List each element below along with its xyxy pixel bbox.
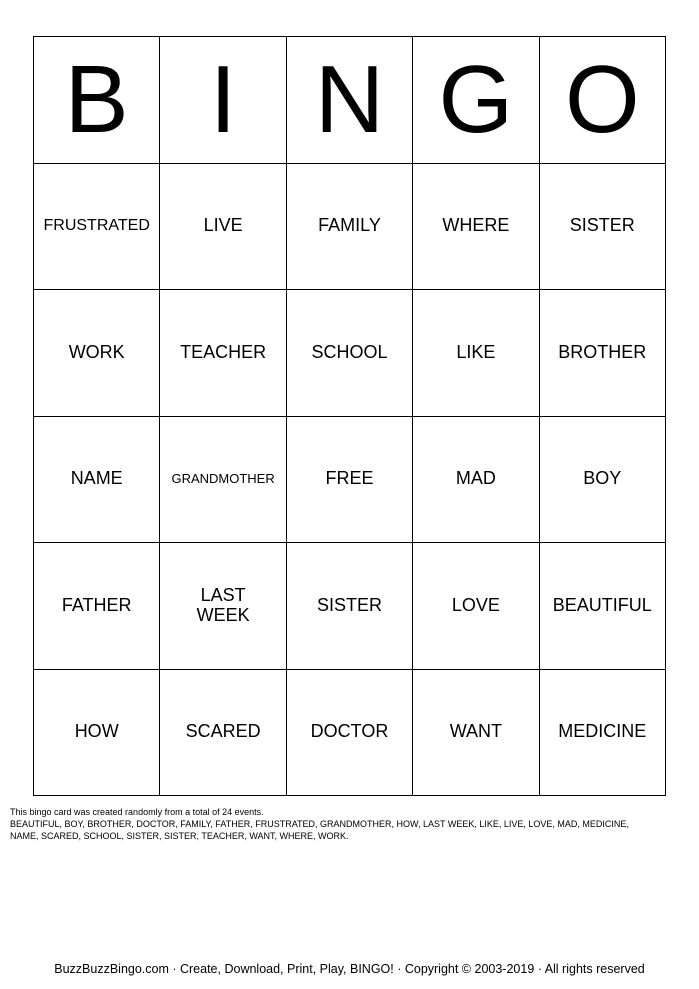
events-list-line: NAME, SCARED, SCHOOL, SISTER, SISTER, TEACHER, WANT, WHERE, WORK. bbox=[10, 831, 349, 841]
bingo-cell: HOW bbox=[34, 670, 160, 797]
bingo-cell: LIKE bbox=[413, 290, 539, 417]
bingo-cell: WORK bbox=[34, 290, 160, 417]
bingo-cell: LIVE bbox=[160, 164, 286, 291]
bingo-cell: SISTER bbox=[540, 164, 666, 291]
card-info bbox=[10, 806, 690, 842]
bingo-cell bbox=[160, 543, 286, 670]
bingo-cell: FAMILY bbox=[287, 164, 413, 291]
bingo-cell: MAD bbox=[413, 417, 539, 544]
header-letter-b: B bbox=[34, 37, 160, 164]
card-summary: This bingo card was created randomly from a total of 24 events. bbox=[10, 807, 264, 817]
bingo-cell: DOCTOR bbox=[287, 670, 413, 797]
bingo-cell-text-wrapped: LAST WEEK bbox=[196, 584, 250, 625]
bingo-cell: WANT bbox=[413, 670, 539, 797]
bingo-cell: NAME bbox=[34, 417, 160, 544]
bingo-cell: SCARED bbox=[160, 670, 286, 797]
bingo-cell: FRUSTRATED bbox=[34, 164, 160, 291]
header-letter-o: O bbox=[540, 37, 666, 164]
bingo-cell: SISTER bbox=[287, 543, 413, 670]
bingo-cell: BOY bbox=[540, 417, 666, 544]
header-letter-g: G bbox=[413, 37, 539, 164]
bingo-cell: BROTHER bbox=[540, 290, 666, 417]
bingo-cell: FREE bbox=[287, 417, 413, 544]
bingo-cell: GRANDMOTHER bbox=[160, 417, 286, 544]
bingo-cell: MEDICINE bbox=[540, 670, 666, 797]
page-footer: BuzzBuzzBingo.com · Create, Download, Print, Play, BINGO! · Copyright © 2003-2019 · All rights reserved bbox=[54, 962, 645, 976]
header-letter-i: I bbox=[160, 37, 286, 164]
bingo-cell: LOVE bbox=[413, 543, 539, 670]
bingo-cell: WHERE bbox=[413, 164, 539, 291]
bingo-cell: FATHER bbox=[34, 543, 160, 670]
bingo-cell: TEACHER bbox=[160, 290, 286, 417]
events-list-line: BEAUTIFUL, BOY, BROTHER, DOCTOR, FAMILY, FATHER, FRUSTRATED, GRANDMOTHER, HOW, LAST WEEK, LIKE, LIVE, LOVE, MAD, MEDICINE, bbox=[10, 819, 629, 829]
bingo-cell: BEAUTIFUL bbox=[540, 543, 666, 670]
header-letter-n: N bbox=[287, 37, 413, 164]
bingo-card bbox=[33, 36, 666, 796]
bingo-cell: SCHOOL bbox=[287, 290, 413, 417]
